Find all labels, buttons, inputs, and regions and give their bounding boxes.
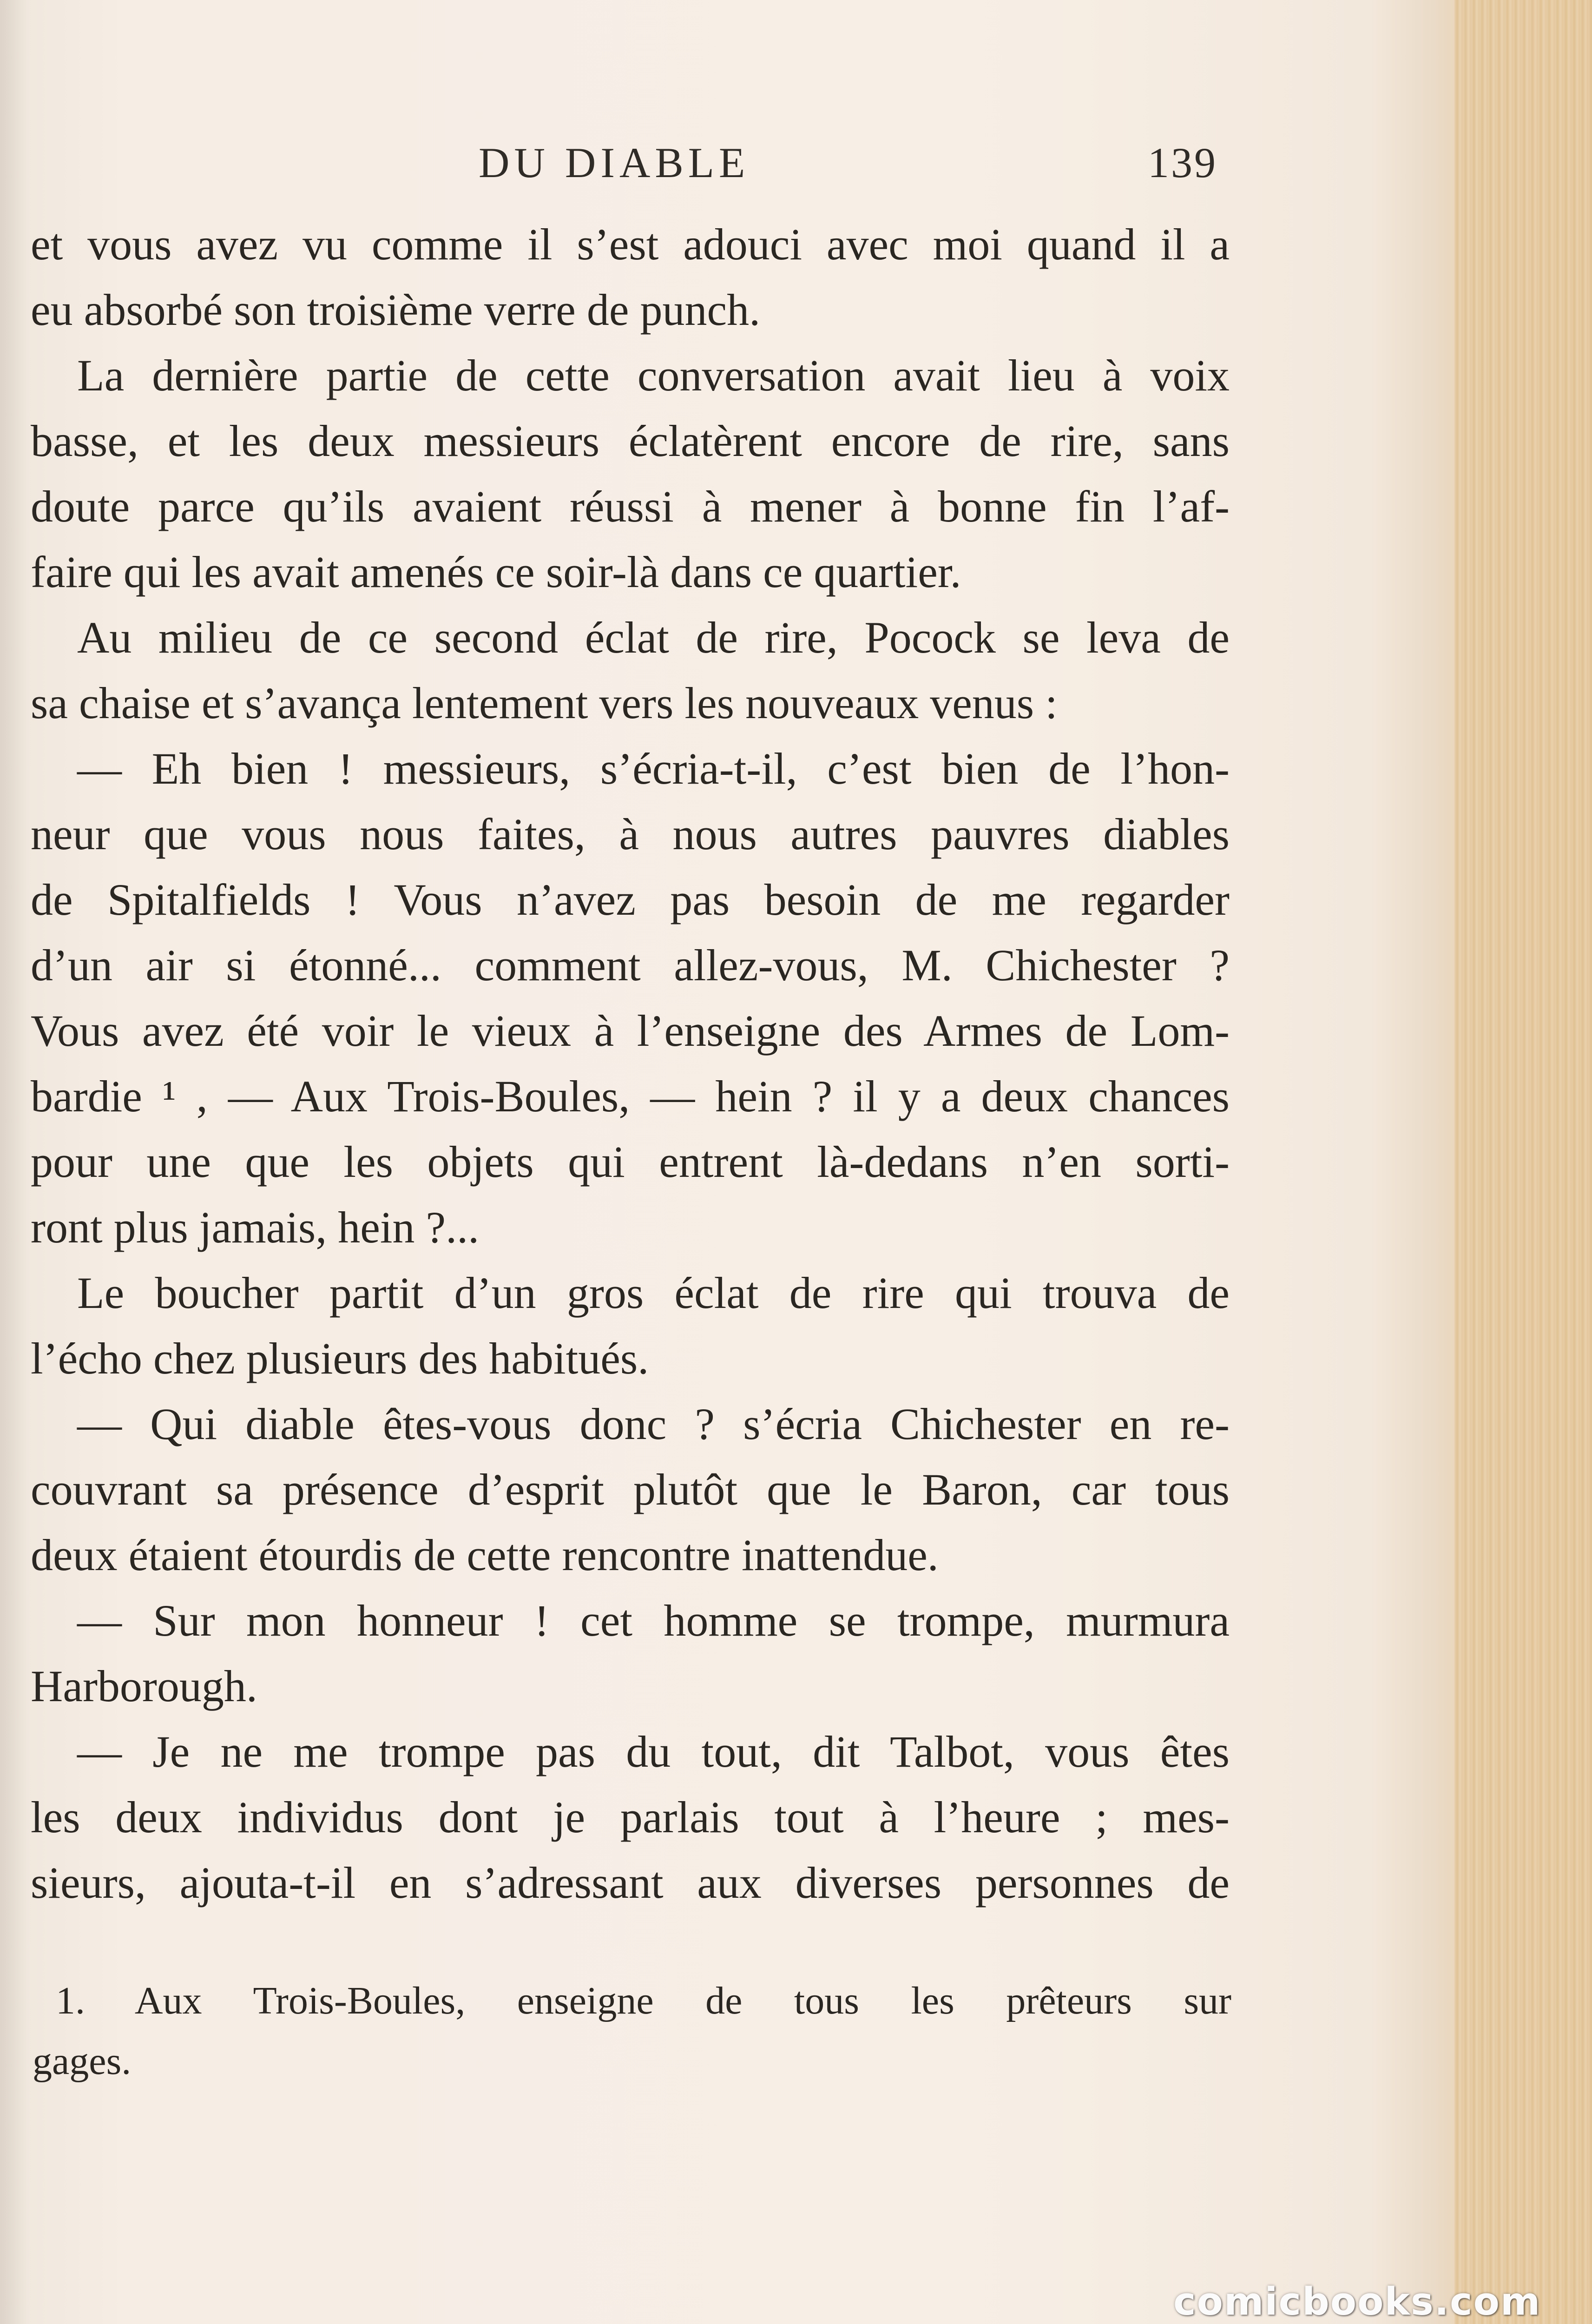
text-line: pour une que les objets qui entrent là-dedans n’en sorti- [31, 1137, 1230, 1187]
text-line: les deux individus dont je parlais tout à l’heure ; mes- [31, 1792, 1230, 1842]
page-edge [1454, 0, 1592, 2324]
text-line: basse, et les deux messieurs éclatèrent encore de rire, sans [31, 416, 1230, 466]
text-line: Harborough. [31, 1661, 257, 1711]
text-line: sieurs, ajouta-t-il en s’adressant aux diverses personnes de [31, 1858, 1230, 1908]
text-line: — Qui diable êtes-vous donc ? s’écria Chichester en re- [77, 1399, 1230, 1449]
watermark: comicbooks.com [1173, 2280, 1541, 2324]
text-line: Au milieu de ce second éclat de rire, Pocock se leva de [77, 613, 1230, 662]
text-line: doute parce qu’ils avaient réussi à mener à bonne fin l’af- [31, 482, 1230, 531]
text-line: — Sur mon honneur ! cet homme se trompe, murmura [77, 1596, 1230, 1645]
text-line: l’écho chez plusieurs des habitués. [31, 1334, 649, 1383]
text-line: deux étaient étourdis de cette rencontre inattendue. [31, 1530, 939, 1580]
text-line: La dernière partie de cette conversation avait lieu à voix [77, 350, 1230, 400]
text-line: neur que vous nous faites, à nous autres pauvres diables [31, 809, 1230, 859]
body-text [31, 211, 1230, 1915]
page-number: 139 [1148, 139, 1217, 186]
text-line: et vous avez vu comme il s’est adouci avec moi quand il a [31, 219, 1230, 269]
footnote-line: gages. [33, 2040, 132, 2083]
text-line: faire qui les avait amenés ce soir-là dans ce quartier. [31, 547, 961, 597]
footnote [33, 1971, 1231, 2092]
text-line: bardie ¹ , — Aux Trois-Boules, — hein ? il y a deux chances [31, 1071, 1230, 1121]
text-line: Le boucher partit d’un gros éclat de rire qui trouva de [77, 1268, 1230, 1318]
text-line: Vous avez été voir le vieux à l’enseigne des Armes de Lom- [31, 1006, 1230, 1056]
text-line: couvrant sa présence d’esprit plutôt que le Baron, car tous [31, 1465, 1230, 1514]
text-line: d’un air si étonné... comment allez-vous, M. Chichester ? [31, 940, 1230, 990]
text-line: — Eh bien ! messieurs, s’écria-t-il, c’est bien de l’hon- [77, 744, 1230, 793]
text-line: — Je ne me trompe pas du tout, dit Talbot, vous êtes [77, 1727, 1230, 1776]
text-line: eu absorbé son troisième verre de punch. [31, 285, 761, 335]
running-title: DU DIABLE [479, 139, 750, 186]
text-line: de Spitalfields ! Vous n’avez pas besoin de me regarder [31, 875, 1230, 924]
text-line: sa chaise et s’avança lentement vers les nouveaux venus : [31, 678, 1058, 728]
page-header [0, 135, 1592, 200]
footnote-line: 1. Aux Trois-Boules, enseigne de tous les prêteurs sur [56, 1979, 1231, 2022]
text-line: ront plus jamais, hein ?... [31, 1202, 480, 1252]
gutter-shadow [0, 0, 28, 2324]
